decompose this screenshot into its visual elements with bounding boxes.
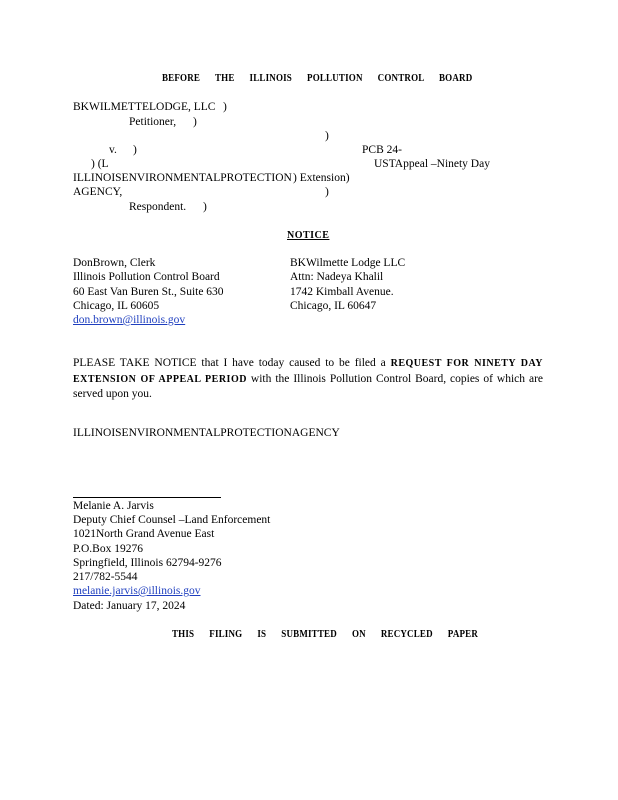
versus-label: v. bbox=[109, 144, 117, 156]
caption-paren: ) bbox=[325, 186, 329, 198]
caption-paren: ) bbox=[223, 101, 227, 113]
respondent-agency: AGENCY, bbox=[73, 186, 123, 198]
caption-paren-l: ) (L bbox=[91, 158, 109, 170]
caption-paren: ) bbox=[203, 201, 207, 213]
petitioner-street: 1742 Kimball Avenue. bbox=[290, 286, 394, 298]
signer-name: Melanie A. Jarvis bbox=[73, 500, 154, 512]
notice-title: NOTICE bbox=[287, 230, 330, 241]
petitioner-city: Chicago, IL 60647 bbox=[290, 300, 377, 312]
clerk-city: Chicago, IL 60605 bbox=[73, 300, 160, 312]
date-line: Dated: January 17, 2024 bbox=[73, 600, 186, 612]
petitioner-addr-name: BKWilmette Lodge LLC bbox=[290, 257, 406, 269]
case-number: PCB 24- bbox=[362, 144, 402, 156]
clerk-org: Illinois Pollution Control Board bbox=[73, 271, 220, 283]
notice-text-part1: PLEASE TAKE NOTICE that I have today caused to be filed a bbox=[73, 357, 386, 369]
respondent-name: ILLINOISENVIRONMENTALPROTECTION bbox=[73, 172, 292, 184]
recycled-paper-footer: THIS FILING IS SUBMITTED ON RECYCLED PAPER bbox=[172, 629, 479, 640]
extension-label: ) Extension) bbox=[293, 172, 350, 184]
clerk-email-link[interactable]: don.brown@illinois.gov bbox=[73, 314, 186, 326]
caption-paren: ) bbox=[193, 116, 197, 128]
petitioner-attn: Attn: Nadeya Khalil bbox=[290, 271, 384, 283]
respondent-label: Respondent. bbox=[129, 201, 187, 213]
caption-paren: ) bbox=[133, 144, 137, 156]
signature-line bbox=[73, 497, 221, 498]
petitioner-label: Petitioner, bbox=[129, 116, 177, 128]
notice-paragraph bbox=[73, 356, 543, 402]
signer-city: Springfield, Illinois 62794-9276 bbox=[73, 557, 222, 569]
board-title: BEFORE THE ILLINOIS POLLUTION CONTROL BOARD bbox=[162, 73, 473, 84]
agency-signature-heading: ILLINOISENVIRONMENTALPROTECTIONAGENCY bbox=[73, 427, 340, 439]
notice-text-part2: with the Illinois Pollution Control Board, copies of which are served upon you. bbox=[73, 372, 543, 400]
clerk-street: 60 East Van Buren St., Suite 630 bbox=[73, 286, 224, 298]
signer-phone: 217/782-5544 bbox=[73, 571, 138, 583]
caption-paren: ) bbox=[325, 130, 329, 142]
petitioner-name: BKWILMETTELODGE, LLC bbox=[73, 101, 216, 113]
signer-po-box: P.O.Box 19276 bbox=[73, 543, 143, 555]
clerk-name: DonBrown, Clerk bbox=[73, 257, 156, 269]
signer-title: Deputy Chief Counsel –Land Enforcement bbox=[73, 514, 271, 526]
ust-appeal-label: USTAppeal –Ninety Day bbox=[374, 158, 490, 170]
signer-street: 1021North Grand Avenue East bbox=[73, 528, 215, 540]
request-title: REQUEST FOR NINETY DAY EXTENSION OF APPEAL PERIOD bbox=[73, 358, 543, 385]
signer-email-link[interactable]: melanie.jarvis@illinois.gov bbox=[73, 585, 201, 597]
